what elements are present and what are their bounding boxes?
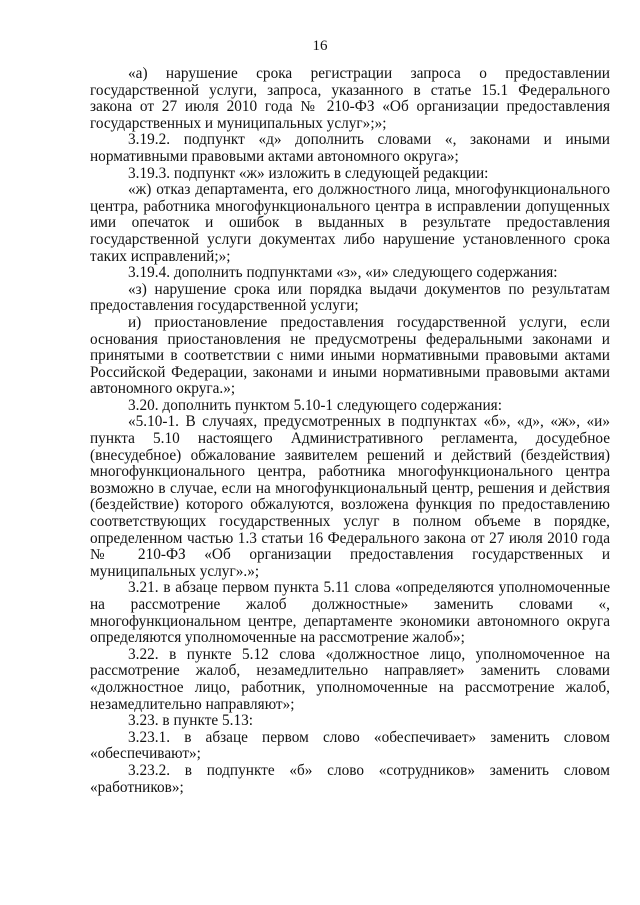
paragraph: 3.22. в пункте 5.12 слова «должностное лицо, уполномоченное на рассмотрение жалоб, незамедлительно направляет» заменить словами «должностное лицо, работник, уполномоченные на рассмотрение жалоб, незамедлительно направляют»; xyxy=(90,645,610,713)
paragraph: 3.23.2. в подпункте «б» слово «сотрудников» заменить словом «работников»; xyxy=(90,761,610,796)
paragraph: 3.19.4. дополнить подпунктами «з», «и» следующего содержания: xyxy=(128,264,558,282)
paragraph: «5.10-1. В случаях, предусмотренных в подпунктах «б», «д», «ж», «и» пункта 5.10 настоящего Административного регламента, досудебное (внесудебное) обжалование заявителем решений и действий (бездействия) многофункционального центра, работника многофункционального центра возможно в случае, если на многофункциональный центр, решения и действия (бездействие) которого обжалуются, возложена функция по предоставлению соответствующих государственных услуг в полном объеме в порядке, определенном частью 1.3 статьи 16 Федерального закона от 27 июля 2010 года № 210-ФЗ «Об организации предоставления государственных и муниципальных услуг».»; xyxy=(90,413,610,580)
paragraph: «а) нарушение срока регистрации запроса о предоставлении государственной услуги, запроса, указанного в статье 15.1 Федерального закона от 27 июля 2010 года № 210-ФЗ «Об организации предоставления государственных и муниципальных услуг»;»; xyxy=(90,65,610,132)
paragraph: 3.19.2. подпункт «д» дополнить словами «, законами и иными нормативными правовыми актами автономного округа»; xyxy=(90,131,610,165)
paragraph: «з) нарушение срока или порядка выдачи документов по результатам предоставления государственной услуги; xyxy=(90,280,610,315)
paragraph: 3.21. в абзаце первом пункта 5.11 слова «определяются уполномоченные на рассмотрение жалоб должностные» заменить словами «, многофункциональном центре, департаменте экономики автономного округа определяются уполномоченные на рассмотрение жалоб»; xyxy=(90,579,610,647)
paragraph: 3.20. дополнить пунктом 5.10-1 следующего содержания: xyxy=(128,396,502,414)
document-body xyxy=(90,66,610,796)
paragraph: 3.23. в пункте 5.13: xyxy=(128,712,254,730)
paragraph: 3.23.1. в абзаце первом слово «обеспечивает» заменить словом «обеспечивают»; xyxy=(90,728,610,763)
paragraph: «ж) отказ департамента, его должностного лица, многофункционального центра, работника многофункционального центра в исправлении допущенных ими опечаток и ошибок в выданных в результате предоставления государственной услуги документах либо нарушение установленного срока таких исправлений;»; xyxy=(90,181,610,265)
paragraph: 3.19.3. подпункт «ж» изложить в следующей редакции: xyxy=(128,164,489,182)
paragraph: и) приостановление предоставления государственной услуги, если основания приостановления не предусмотрены федеральными законами и принятыми в соответствии с ними иными нормативными правовыми актами Российской Федерации, законами и иными нормативными правовыми актами автономного округа.»; xyxy=(90,313,610,398)
page-number: 16 xyxy=(312,38,328,54)
